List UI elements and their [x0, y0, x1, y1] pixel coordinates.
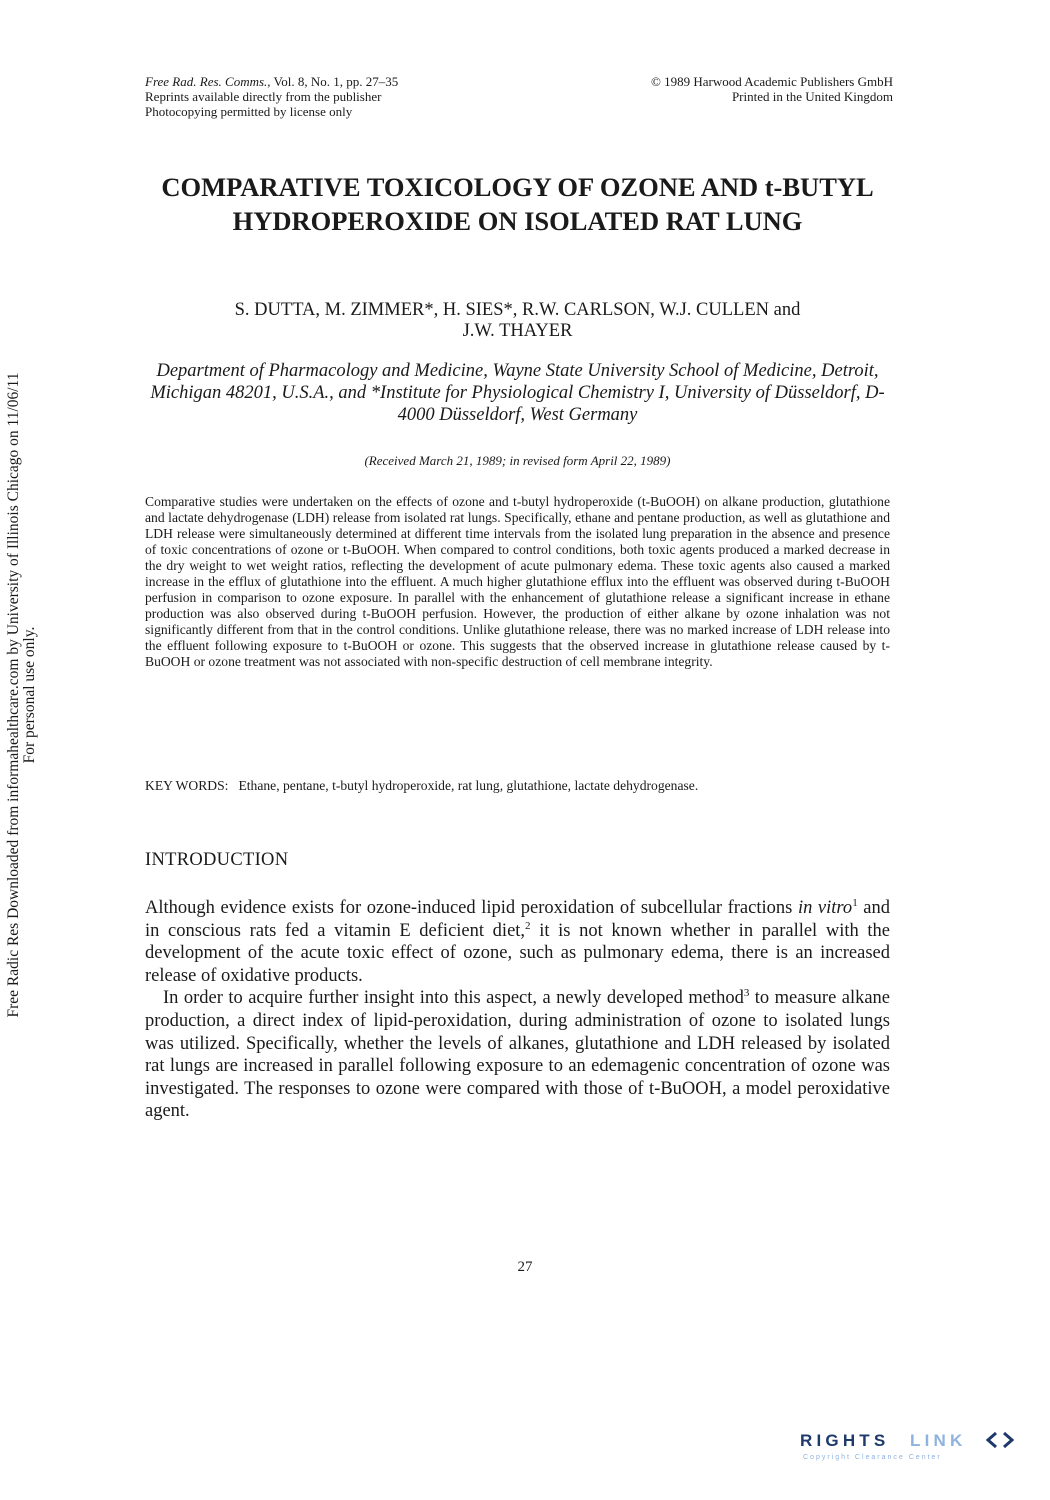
author-line-1: S. DUTTA, M. ZIMMER*, H. SIES*, R.W. CARLSON, W.J. CULLEN and [234, 300, 801, 320]
rightslink-light-text: LINK [910, 1431, 967, 1450]
author-line-2: J.W. THAYER [462, 321, 573, 341]
introduction-body [145, 897, 890, 1123]
rightslink-dark-text: RIGHTS [800, 1431, 890, 1450]
author-affiliation: Department of Pharmacology and Medicine, Wayne State University School of Medicine, Detroit, Michigan 48201, U.S.A., and *Institute for Physiological Chemistry I, University of Düsseldorf, D-4000 Düsseldorf, West Germany [150, 361, 885, 425]
article-title: COMPARATIVE TOXICOLOGY OF OZONE AND t-BUTYL HYDROPEROXIDE ON ISOLATED RAT LUNG [161, 172, 874, 236]
received-dates: (Received March 21, 1989; in revised form April 22, 1989) [364, 453, 671, 468]
intro-text: and in conscious rats fed a vitamin E deficient diet, [145, 898, 890, 941]
author-list [145, 300, 890, 342]
rightslink-logo [800, 1425, 1025, 1465]
reference-2: 2 [525, 919, 531, 932]
keywords [145, 778, 890, 794]
keywords-label: KEY WORDS: [145, 778, 229, 793]
introduction-paragraph-1 [145, 897, 890, 987]
copyright-line: © 1989 Harwood Academic Publishers GmbH [650, 74, 893, 89]
publisher-header [533, 74, 893, 104]
photocopying-note: Photocopying permitted by license only [145, 104, 353, 119]
reprints-note: Reprints available directly from the publisher [145, 89, 382, 104]
reference-3: 3 [743, 987, 750, 1000]
download-watermark-line2: For personal use only. [20, 626, 38, 764]
rightslink-tagline: Copyright Clearance Center [803, 1454, 942, 1461]
intro-text: to measure alkane production, a direct index of lipid-peroxidation, during administration of ozone to isolated lungs was utilized. Specifically, whether the levels of alkanes, glutathione and LDH released by isolated rat lungs are increased in parallel following exposure to an edemagenic concentration of ozone was investigated. The responses to ozone were compared with those of t-BuOOH, a model peroxidative agent. [145, 988, 891, 1122]
download-watermark [6, 205, 36, 1185]
keywords-text: Ethane, pentane, t-butyl hydroperoxide, rat lung, glutathione, lactate dehydrogenase. [238, 778, 699, 793]
chevron-right-icon [1004, 1433, 1012, 1447]
page-number: 27 [517, 1259, 533, 1275]
download-watermark-line1: Free Radic Res Downloaded from informahealthcare.com by University of Illinois Chicago on 11/06/11 [5, 372, 22, 1018]
intro-text: In order to acquire further insight into this aspect, a newly developed method [163, 988, 744, 1009]
printed-line: Printed in the United Kingdom [731, 89, 893, 104]
journal-citation [145, 74, 565, 89]
intro-text: it is not known whether in parallel with the development of the acute toxic effect of ozone, such as pulmonary edema, there is an increased release of oxidative products. [145, 920, 890, 986]
intro-text: Although evidence exists for ozone-induced lipid peroxidation of subcellular fractions [145, 898, 798, 918]
rightslink-logo-graphic [800, 1425, 1025, 1465]
introduction-paragraph-2 [145, 987, 890, 1123]
in-vitro-term: in vitro [797, 898, 853, 918]
journal-volume: , Vol. 8, No. 1, pp. 27–35 [267, 74, 399, 89]
introduction-heading: INTRODUCTION [145, 850, 289, 870]
journal-header [145, 74, 565, 119]
journal-name: Free Rad. Res. Comms. [145, 74, 268, 89]
chevron-left-icon [988, 1433, 996, 1447]
abstract: Comparative studies were undertaken on the effects of ozone and t-butyl hydroperoxide (t-BuOOH) on alkane production, glutathione and lactate dehydrogenase (LDH) release from isolated rat lungs. Specifically, ethane and pentane production, as well as glutathione and LDH release were simultaneously determined at different time intervals from the isolated lung preparation in the absence and presence of toxic concentrations of ozone or t-BuOOH. When compared to control conditions, both toxic agents produced a marked decrease in the dry weight to wet weight ratios, reflecting the development of acute pulmonary edema. These toxic agents also caused a marked increase in the efflux of glutathione into the effluent. A much higher glutathione efflux into the effluent was observed during t-BuOOH perfusion in comparison to ozone exposure. In parallel with the enhancement of glutathione release a significant increase in ethane production was also observed during t-BuOOH perfusion. However, the production of either alkane by ozone inhalation was not significantly different from that in the control conditions. Unlike glutathione release, there was no marked increase of LDH release into the effluent following exposure to t-BuOOH or ozone. This suggests that the observed increase in glutathione release caused by t-BuOOH or ozone treatment was not associated with non-specific destruction of cell membrane integrity. [145, 494, 890, 669]
reference-1: 1 [852, 896, 858, 909]
